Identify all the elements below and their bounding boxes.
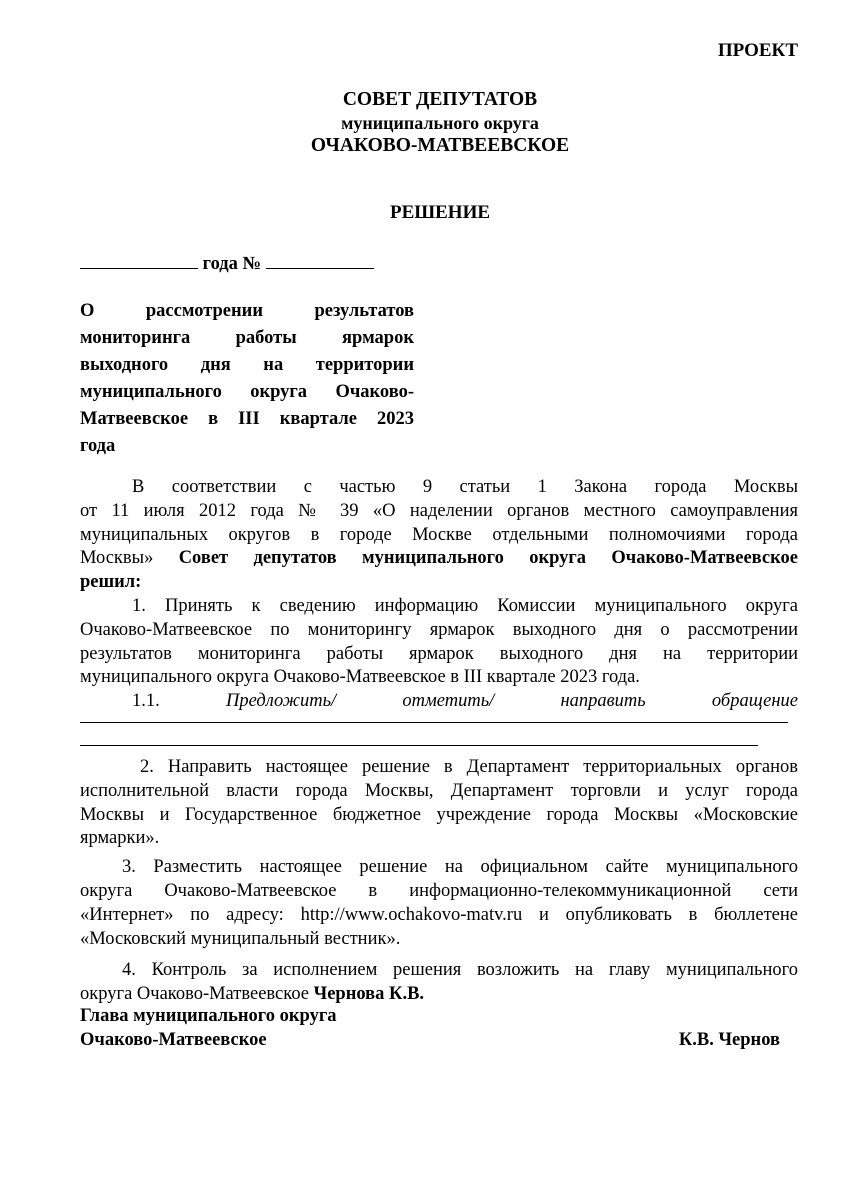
item1-1-text: Предложить/ отметить/ направить обращение (225, 691, 799, 712)
document-type-title: РЕШЕНИЕ (389, 202, 491, 223)
decision-subject (80, 298, 414, 460)
district-name: ОЧАКОВО-МАТВЕЕВСКОЕ (310, 135, 570, 156)
item3-line: «Московский муниципальный вестник». (80, 928, 401, 949)
council-subtitle: муниципального округа (341, 113, 539, 133)
item1-1-number: 1.1. (132, 691, 160, 712)
preamble-line (80, 571, 798, 595)
date-blank (80, 250, 198, 269)
item2-line: исполнительной власти города Москвы, Департамент торговли и услуг города (80, 780, 798, 801)
item3-line: «Интернет» по адресу: http://www.ochakovo-matv.ru и опубликовать в бюллетене (80, 904, 798, 925)
item2-line: Москвы и Государственное бюджетное учреждение города Москвы «Московские (80, 804, 798, 825)
draft-stamp: ПРОЕКТ (717, 40, 798, 61)
subject-line: муниципального округа Очаково- (80, 382, 414, 402)
item3-line: 3. Разместить настоящее решение на официальном сайте муниципального (122, 857, 798, 878)
item1-line: Очаково-Матвеевское по мониторингу ярмарок выходного дня о рассмотрении (80, 619, 798, 640)
number-blank (266, 250, 374, 269)
preamble-text: Москвы» (80, 548, 154, 569)
preamble-council-bold: Совет депутатов муниципального округа Очаково-Матвеевское (178, 548, 798, 569)
preamble-line: муниципальных округов в городе Москве отдельными полномочиями города (80, 524, 798, 545)
item1-1-line (80, 690, 798, 714)
subject-line: Матвеевское в III квартале 2023 (80, 409, 414, 429)
decision-body (80, 476, 798, 1007)
subject-line: мониторинга работы ярмарок (80, 328, 414, 348)
item2-line: ярмарки». (80, 828, 160, 849)
subject-line: О рассмотрении результатов (80, 301, 414, 321)
signatory-name: К.В. Чернов (678, 1030, 780, 1050)
item1-line: муниципального округа Очаково-Матвеевское в III квартале 2023 года. (80, 667, 640, 688)
item4-line: 4. Контроль за исполнением решения возложить на главу муниципального (122, 960, 798, 981)
item3-line: округа Очаково-Матвеевское в информационно-телекоммуникационной сети (80, 880, 798, 901)
fill-in-line (80, 723, 758, 746)
item4-text: округа Очаково-Матвеевское (80, 984, 310, 1005)
council-name: СОВЕТ ДЕПУТАТОВ (342, 89, 538, 110)
council-header (0, 88, 848, 158)
date-number-label: года № (202, 254, 262, 274)
preamble-line: от 11 июля 2012 года № 39 «О наделении органов местного самоуправления (80, 500, 798, 521)
item1-line: 1. Принять к сведению информацию Комиссии муниципального округа (132, 595, 798, 616)
date-number-line (80, 250, 374, 275)
responsible-person: Чернова К.В. (313, 984, 425, 1005)
item2-line: 2. Направить настоящее решение в Департамент территориальных органов (140, 756, 798, 777)
signature-block (80, 1004, 780, 1052)
fill-in-line (80, 714, 788, 723)
item1-line: результатов мониторинга работы ярмарок выходного дня на территории (80, 643, 798, 664)
preamble-line: В соответствии с частью 9 статьи 1 Закона города Москвы (132, 477, 798, 497)
signatory-title: Глава муниципального округа (80, 1006, 337, 1026)
signatory-district: Очаково-Матвеевское (80, 1030, 267, 1050)
subject-line: выходного дня на территории (80, 355, 414, 375)
preamble-line (80, 547, 798, 571)
resolved-label: решил: (80, 572, 142, 593)
subject-line: года (80, 436, 116, 456)
